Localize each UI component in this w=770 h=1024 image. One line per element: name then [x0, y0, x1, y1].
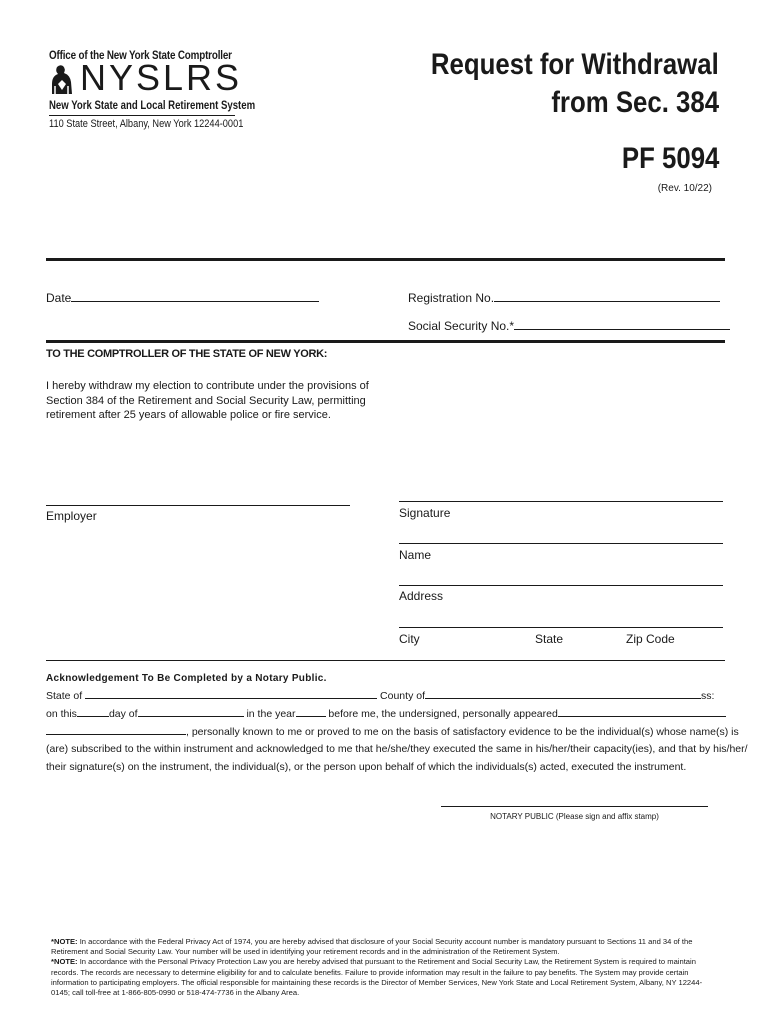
day-of-label: day of	[108, 708, 138, 720]
section-divider-middle	[46, 340, 725, 343]
note1-head: *NOTE:	[51, 937, 78, 946]
employer-line[interactable]	[46, 505, 350, 506]
in-the-year-label: in the year	[246, 708, 296, 720]
signature-line[interactable]	[399, 501, 723, 502]
city-state-zip-line[interactable]	[399, 627, 723, 628]
signature-label: Signature	[399, 506, 451, 520]
addressee-heading: TO THE COMPTROLLER OF THE STATE OF NEW YORK:	[46, 348, 328, 360]
name-label: Name	[399, 548, 432, 562]
registration-input-line[interactable]	[494, 290, 720, 302]
office-address: 110 State Street, Albany, New York 12244-0001	[49, 118, 244, 130]
ack-line-3	[46, 725, 739, 738]
form-number: PF 5094	[621, 142, 719, 175]
date-label: Date	[46, 291, 72, 305]
address-label: Address	[399, 589, 444, 603]
state-label: State	[535, 632, 564, 646]
acknowledgement-title: Acknowledgement To Be Completed by a Notary Public.	[46, 673, 327, 684]
appeared-name-input[interactable]	[558, 707, 726, 717]
ack-text-line3: , personally known to me or proved to me on the basis of satisfactory evidence to be the individual(s) whose name(s) is	[186, 726, 739, 738]
month-input[interactable]	[138, 707, 244, 717]
before-me-label: before me, the undersigned, personally appeared	[328, 708, 558, 720]
ssn-input-line[interactable]	[514, 318, 730, 330]
revision-date: (Rev. 10/22)	[657, 183, 712, 194]
ssn-label: Social Security No.*	[408, 319, 515, 333]
note2-body: In accordance with the Personal Privacy Protection Law you are hereby advised that pursuant to the Retirement and Social Security Law, the Retirement System is required to maintain records. The records are necessary to determine eligibility for and to calculate benefits. Failure to provide information may result in the failure to pay benefits. The System may provide certain information to participating employers. The official responsible for maintaining these records is the Director of Member Services, New York State and Local Retirement System, Albany, NY 12244-0145; call toll-free at 1-866-805-0990 or 518-474-7736 in the Albany Area.	[51, 957, 703, 998]
year-input[interactable]	[296, 707, 326, 717]
system-name: New York State and Local Retirement System	[49, 98, 256, 112]
section-divider-notary	[46, 660, 725, 661]
zip-label: Zip Code	[626, 632, 675, 646]
state-of-input[interactable]	[85, 689, 377, 699]
note2-head: *NOTE:	[51, 957, 78, 967]
address-line[interactable]	[399, 585, 723, 586]
county-of-input[interactable]	[425, 689, 701, 699]
ss-label: ss:	[701, 690, 715, 702]
notary-signature-line[interactable]	[441, 806, 708, 807]
county-of-label: County of	[380, 690, 425, 702]
date-field[interactable]	[46, 290, 319, 305]
day-input[interactable]	[77, 707, 109, 717]
registration-field[interactable]	[408, 290, 720, 305]
ack-state-county-row	[46, 689, 726, 702]
notary-label: NOTARY PUBLIC (Please sign and affix stamp)	[490, 812, 659, 821]
state-of-label: State of	[46, 690, 83, 702]
withdrawal-statement: I hereby withdraw my election to contribute under the provisions of Section 384 of the Retirement and Social Security Law, permitting retirement after 25 years of allowable police or fire service.	[46, 380, 369, 421]
form-title-line1: Request for Withdrawal	[431, 48, 719, 81]
section-divider-top	[46, 258, 725, 261]
header-divider	[49, 115, 235, 116]
city-label: City	[399, 632, 420, 646]
date-input-line[interactable]	[71, 290, 319, 302]
note1-body: In accordance with the Federal Privacy Act of 1974, you are hereby advised that disclosure of your Social Security account number is mandatory pursuant to Sections 11 and 34 of the Retirement and Social Security Law. Your number will be used in identifying your retirement records and in the administration of the Retirement System.	[51, 937, 693, 957]
ssn-field[interactable]	[408, 318, 730, 333]
form-title-line2: from Sec. 384	[551, 86, 719, 119]
registration-label: Registration No.	[408, 291, 495, 305]
appeared-name-input-cont[interactable]	[46, 725, 186, 735]
office-name: Office of the New York State Comptroller	[49, 48, 232, 62]
employer-label: Employer	[46, 509, 97, 523]
nyslrs-logo-icon	[49, 64, 75, 96]
ack-text-line4: (are) subscribed to the within instrument and acknowledged to me that he/she/they executed the same in his/her/their capacity(ies), and that by his/her/	[46, 743, 748, 755]
privacy-footnote	[51, 937, 721, 998]
ack-date-row	[46, 707, 726, 720]
nyslrs-logo-text: NYSLRS	[80, 57, 243, 98]
on-this-label: on this	[46, 708, 77, 720]
name-line[interactable]	[399, 543, 723, 544]
ack-text-line5: their signature(s) on the instrument, the individual(s), or the person upon behalf of which the individuals(s) acted, executed the instrument.	[46, 761, 687, 773]
